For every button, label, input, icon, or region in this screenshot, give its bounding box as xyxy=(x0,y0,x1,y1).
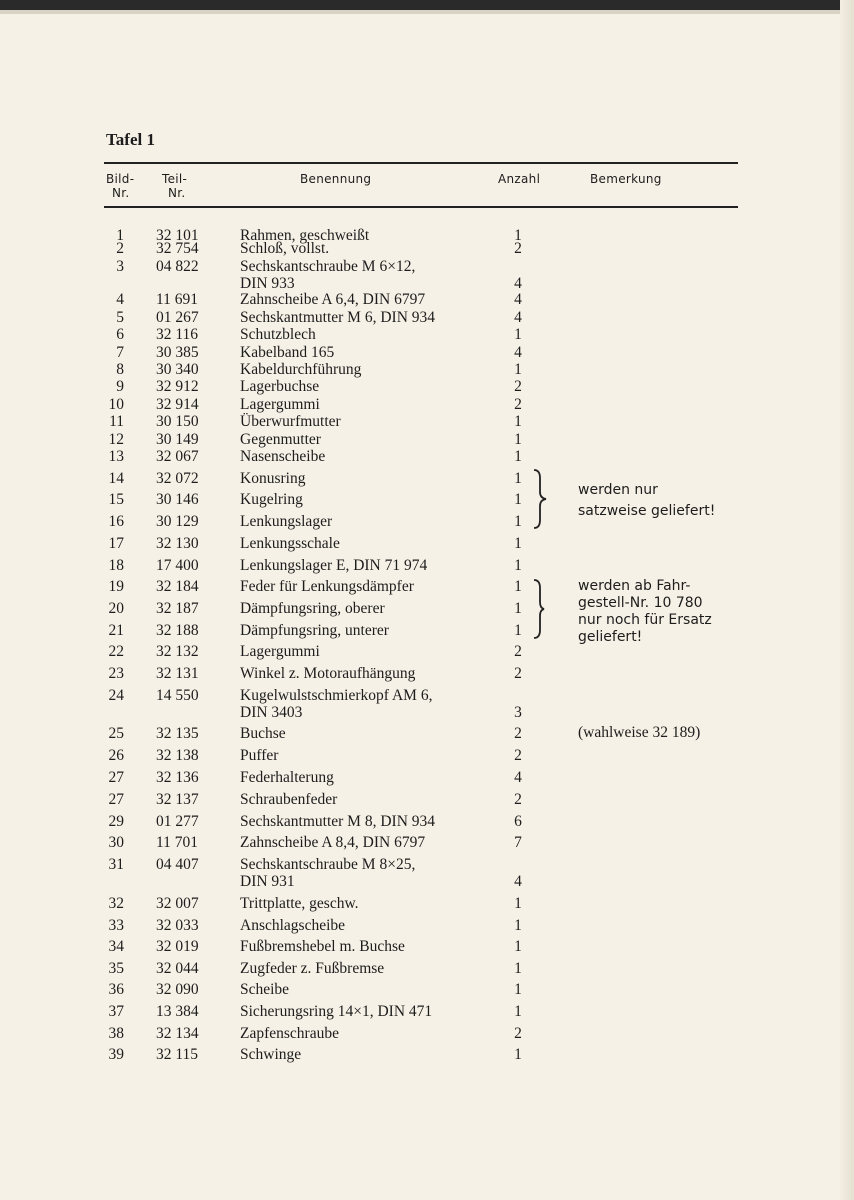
bild-nr-cell: 26 xyxy=(108,747,124,764)
anzahl-cell: 1 xyxy=(514,535,522,552)
anzahl-cell: 1 xyxy=(514,361,522,378)
benennung-cell: Lenkungslager xyxy=(240,513,333,530)
scan-right-edge xyxy=(840,0,854,1200)
teil-nr-cell: 32 184 xyxy=(156,578,199,595)
bild-nr-cell: 15 xyxy=(108,491,124,508)
bild-nr-cell: 30 xyxy=(108,834,124,851)
anzahl-cell: 3 xyxy=(514,704,522,721)
teil-nr-cell: 30 146 xyxy=(156,491,199,508)
bild-nr-cell: 21 xyxy=(108,622,124,639)
anzahl-cell: 1 xyxy=(514,470,522,487)
anzahl-cell: 2 xyxy=(514,725,522,742)
anzahl-cell: 1 xyxy=(514,513,522,530)
scan-top-edge-light xyxy=(0,10,854,14)
bild-nr-cell: 2 xyxy=(116,240,124,257)
benennung-cell: Anschlagscheibe xyxy=(240,917,346,934)
benennung-cell: Buchse xyxy=(240,725,286,742)
benennung-cell: Zahnscheibe A 8,4, DIN 6797 xyxy=(240,834,426,851)
anzahl-cell: 1 xyxy=(514,413,522,430)
teil-nr-cell: 32 138 xyxy=(156,747,199,764)
bild-nr-cell: 16 xyxy=(108,513,124,530)
bild-nr-cell: 27 xyxy=(108,769,124,786)
anzahl-cell: 1 xyxy=(514,960,522,977)
teil-nr-cell: 13 384 xyxy=(156,1003,199,1020)
anzahl-cell: 6 xyxy=(514,813,522,830)
bild-nr-cell: 35 xyxy=(108,960,124,977)
benennung-cell: Lenkungsschale xyxy=(240,535,340,552)
benennung-cell: Kugelwulstschmierkopf AM 6, xyxy=(240,687,433,704)
teil-nr-cell: 32 912 xyxy=(156,378,199,395)
header-teil-line1: Teil- xyxy=(162,172,188,186)
header-teil-line2: Nr. xyxy=(168,186,186,200)
remark-wahlweise: (wahlweise 32 189) xyxy=(578,724,701,741)
teil-nr-cell: 01 267 xyxy=(156,309,199,326)
bild-nr-cell: 38 xyxy=(108,1025,124,1042)
benennung-cell: Schwinge xyxy=(240,1046,302,1063)
bild-nr-cell: 24 xyxy=(108,687,124,704)
bild-nr-cell: 17 xyxy=(108,535,124,552)
bild-nr-cell: 7 xyxy=(116,344,124,361)
bild-nr-cell: 14 xyxy=(108,470,124,487)
remark-satzweise xyxy=(578,482,748,520)
benennung-cell: Zahnscheibe A 6,4, DIN 6797 xyxy=(240,291,426,308)
benennung-cell: Schloß, vollst. xyxy=(240,240,330,257)
teil-nr-cell: 01 277 xyxy=(156,813,199,830)
bild-nr-cell: 13 xyxy=(108,448,124,465)
teil-nr-cell: 32 187 xyxy=(156,600,199,617)
benennung-cell: Kugelring xyxy=(240,491,303,508)
teil-nr-cell: 30 150 xyxy=(156,413,199,430)
teil-nr-cell: 30 340 xyxy=(156,361,199,378)
header-benennung: Benennung xyxy=(300,172,372,186)
anzahl-cell: 4 xyxy=(514,291,522,308)
teil-nr-cell: 04 407 xyxy=(156,856,199,873)
remark-satzweise-line2: satzweise geliefert! xyxy=(578,503,716,519)
anzahl-cell: 4 xyxy=(514,769,522,786)
benennung-cell: Nasenscheibe xyxy=(240,448,326,465)
benennung-cell: Lenkungslager E, DIN 71 974 xyxy=(240,557,428,574)
anzahl-cell: 1 xyxy=(514,938,522,955)
teil-nr-cell: 11 691 xyxy=(156,291,199,308)
remark-satzweise-line1: werden nur xyxy=(578,482,658,498)
benennung-cell: Sechskantschraube M 8×25, xyxy=(240,856,416,873)
bild-nr-cell: 29 xyxy=(108,813,124,830)
remark-fahrgestell-line4: geliefert! xyxy=(578,629,643,645)
remark-fahrgestell-line2: gestell-Nr. 10 780 xyxy=(578,595,703,611)
anzahl-cell: 4 xyxy=(514,344,522,361)
header-bild-line2: Nr. xyxy=(112,186,130,200)
bild-nr-cell: 25 xyxy=(108,725,124,742)
benennung-cell: Dämpfungsring, oberer xyxy=(240,600,385,617)
teil-nr-cell: 32 132 xyxy=(156,643,199,660)
benennung-cell: Konusring xyxy=(240,470,306,487)
remark-fahrgestell-line1: werden ab Fahr- xyxy=(578,578,691,594)
anzahl-cell: 1 xyxy=(514,557,522,574)
bild-nr-cell: 31 xyxy=(108,856,124,873)
bild-nr-cell: 9 xyxy=(116,378,124,395)
bild-nr-cell: 12 xyxy=(108,431,124,448)
benennung-cell: Feder für Lenkungsdämpfer xyxy=(240,578,414,595)
bild-nr-cell: 32 xyxy=(108,895,124,912)
header-bild-line1: Bild- xyxy=(106,172,135,186)
teil-nr-cell: 32 914 xyxy=(156,396,199,413)
benennung-cell: Winkel z. Motoraufhängung xyxy=(240,665,416,682)
anzahl-cell: 4 xyxy=(514,309,522,326)
teil-nr-cell: 04 822 xyxy=(156,258,199,275)
anzahl-cell: 2 xyxy=(514,791,522,808)
benennung-cell: Kabelband 165 xyxy=(240,344,335,361)
benennung-cell: Rahmen, geschweißt xyxy=(240,227,370,244)
teil-nr-cell: 32 130 xyxy=(156,535,199,552)
benennung-cell: Sechskantschraube M 6×12, xyxy=(240,258,416,275)
bild-nr-cell: 11 xyxy=(109,413,124,430)
benennung-cell: Scheibe xyxy=(240,981,290,998)
teil-nr-cell: 14 550 xyxy=(156,687,199,704)
anzahl-cell: 1 xyxy=(514,981,522,998)
teil-nr-cell: 30 385 xyxy=(156,344,199,361)
teil-nr-cell: 30 129 xyxy=(156,513,199,530)
header-rule-top xyxy=(104,162,738,164)
anzahl-cell: 1 xyxy=(514,227,522,244)
page-title: Tafel 1 xyxy=(106,130,155,149)
anzahl-cell: 2 xyxy=(514,396,522,413)
benennung-cell: Dämpfungsring, unterer xyxy=(240,622,389,639)
benennung-cell: Kabeldurchführung xyxy=(240,361,362,378)
anzahl-cell: 1 xyxy=(514,491,522,508)
anzahl-cell: 1 xyxy=(514,895,522,912)
teil-nr-cell: 30 149 xyxy=(156,431,199,448)
header-teil-nr xyxy=(162,172,187,200)
benennung-cell-line2: DIN 931 xyxy=(240,873,295,890)
teil-nr-cell: 32 136 xyxy=(156,769,199,786)
scan-top-edge xyxy=(0,0,854,10)
anzahl-cell: 1 xyxy=(514,448,522,465)
benennung-cell-line2: DIN 3403 xyxy=(240,704,303,721)
bild-nr-cell: 8 xyxy=(116,361,124,378)
bild-nr-cell: 37 xyxy=(108,1003,124,1020)
remark-fahrgestell xyxy=(578,578,748,646)
anzahl-cell: 1 xyxy=(514,1046,522,1063)
bild-nr-cell: 19 xyxy=(108,578,124,595)
bild-nr-cell: 23 xyxy=(108,665,124,682)
benennung-cell: Zapfenschraube xyxy=(240,1025,339,1042)
bild-nr-cell: 5 xyxy=(116,309,124,326)
benennung-cell: Schutzblech xyxy=(240,326,316,343)
bild-nr-cell: 18 xyxy=(108,557,124,574)
bild-nr-cell: 4 xyxy=(116,291,124,308)
header-rule-bottom xyxy=(104,206,738,208)
anzahl-cell: 2 xyxy=(514,747,522,764)
anzahl-cell: 4 xyxy=(514,873,522,890)
benennung-cell: Federhalterung xyxy=(240,769,334,786)
benennung-cell: Lagergummi xyxy=(240,643,320,660)
teil-nr-cell: 32 019 xyxy=(156,938,199,955)
anzahl-cell: 4 xyxy=(514,275,522,292)
anzahl-cell: 1 xyxy=(514,917,522,934)
benennung-cell: Lagerbuchse xyxy=(240,378,320,395)
teil-nr-cell: 32 115 xyxy=(156,1046,199,1063)
benennung-cell: Gegenmutter xyxy=(240,431,321,448)
teil-nr-cell: 32 090 xyxy=(156,981,199,998)
teil-nr-cell: 32 754 xyxy=(156,240,199,257)
bild-nr-cell: 36 xyxy=(108,981,124,998)
teil-nr-cell: 32 116 xyxy=(156,326,199,343)
teil-nr-cell: 32 033 xyxy=(156,917,199,934)
brace-icon xyxy=(530,468,552,530)
anzahl-cell: 2 xyxy=(514,378,522,395)
remark-fahrgestell-line3: nur noch für Ersatz xyxy=(578,612,712,628)
benennung-cell: Trittplatte, geschw. xyxy=(240,895,359,912)
teil-nr-cell: 32 007 xyxy=(156,895,199,912)
benennung-cell: Sechskantmutter M 8, DIN 934 xyxy=(240,813,436,830)
teil-nr-cell: 32 131 xyxy=(156,665,199,682)
teil-nr-cell: 32 134 xyxy=(156,1025,199,1042)
benennung-cell: Fußbremshebel m. Buchse xyxy=(240,938,405,955)
bild-nr-cell: 3 xyxy=(116,258,124,275)
anzahl-cell: 1 xyxy=(514,578,522,595)
header-bild-nr xyxy=(106,172,134,200)
bild-nr-cell: 10 xyxy=(108,396,124,413)
benennung-cell: Puffer xyxy=(240,747,279,764)
anzahl-cell: 2 xyxy=(514,643,522,660)
bild-nr-cell: 20 xyxy=(108,600,124,617)
anzahl-cell: 1 xyxy=(514,326,522,343)
bild-nr-cell: 39 xyxy=(108,1046,124,1063)
teil-nr-cell: 32 135 xyxy=(156,725,199,742)
benennung-cell: Schraubenfeder xyxy=(240,791,338,808)
brace-icon xyxy=(530,578,552,640)
anzahl-cell: 1 xyxy=(514,431,522,448)
anzahl-cell: 1 xyxy=(514,600,522,617)
header-bemerkung: Bemerkung xyxy=(590,172,662,186)
bild-nr-cell: 1 xyxy=(116,227,124,244)
bild-nr-cell: 22 xyxy=(108,643,124,660)
benennung-cell: Lagergummi xyxy=(240,396,320,413)
teil-nr-cell: 11 701 xyxy=(156,834,199,851)
teil-nr-cell: 32 188 xyxy=(156,622,199,639)
bild-nr-cell: 33 xyxy=(108,917,124,934)
anzahl-cell: 2 xyxy=(514,1025,522,1042)
anzahl-cell: 2 xyxy=(514,240,522,257)
teil-nr-cell: 32 067 xyxy=(156,448,199,465)
bild-nr-cell: 27 xyxy=(108,791,124,808)
benennung-cell: Zugfeder z. Fußbremse xyxy=(240,960,385,977)
bild-nr-cell: 6 xyxy=(116,326,124,343)
anzahl-cell: 2 xyxy=(514,665,522,682)
header-anzahl: Anzahl xyxy=(498,172,541,186)
teil-nr-cell: 32 072 xyxy=(156,470,199,487)
bild-nr-cell: 34 xyxy=(108,938,124,955)
teil-nr-cell: 32 137 xyxy=(156,791,199,808)
benennung-cell: Sicherungsring 14×1, DIN 471 xyxy=(240,1003,433,1020)
anzahl-cell: 1 xyxy=(514,1003,522,1020)
anzahl-cell: 1 xyxy=(514,622,522,639)
anzahl-cell: 7 xyxy=(514,834,522,851)
teil-nr-cell: 17 400 xyxy=(156,557,199,574)
benennung-cell-line2: DIN 933 xyxy=(240,275,295,292)
teil-nr-cell: 32 101 xyxy=(156,227,199,244)
teil-nr-cell: 32 044 xyxy=(156,960,199,977)
benennung-cell: Überwurfmutter xyxy=(240,413,341,430)
benennung-cell: Sechskantmutter M 6, DIN 934 xyxy=(240,309,436,326)
